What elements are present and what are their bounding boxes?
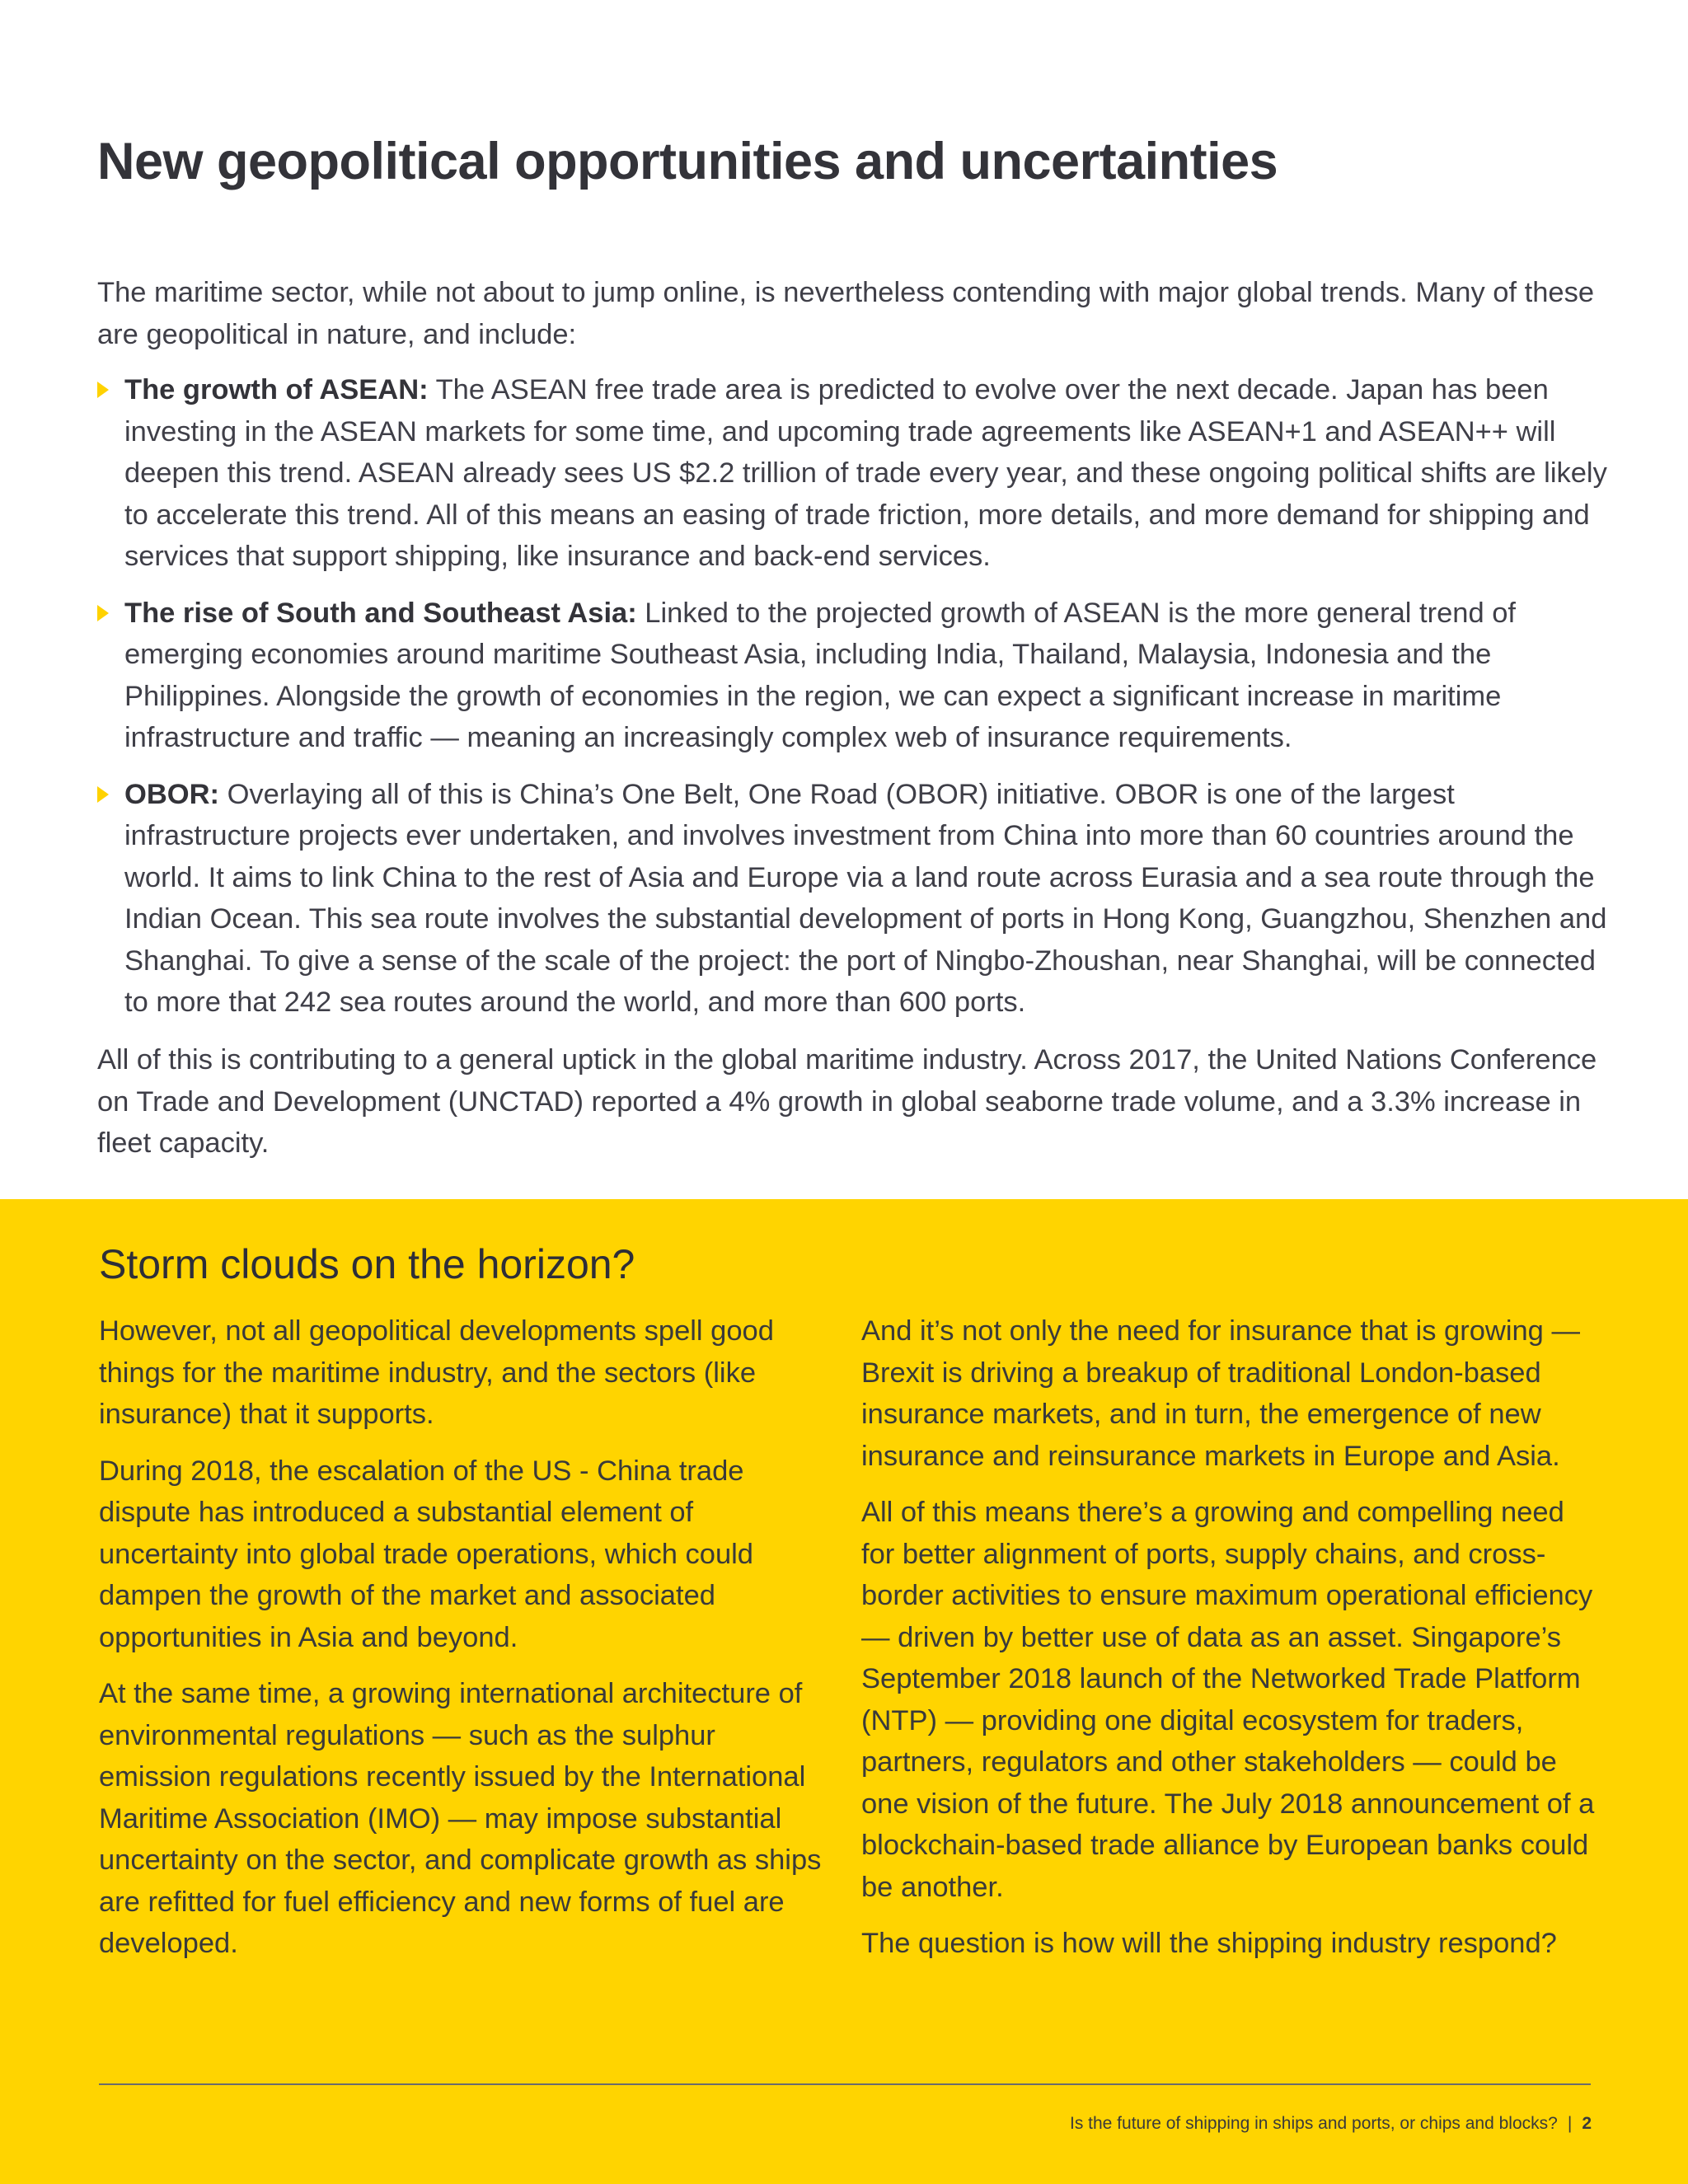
paragraph: All of this means there’s a growing and compelling need for better alignment of ports, supply chains, and cross-border activities to ensure maximum operational efficiency — driven by better use of data as an asset. Singapore’s September 2018 launch of the Networked Trade Platform (NTP) — providing one digital ecosystem for traders, partners, regulators and other stakeholders — could be one vision of the future. The July 2018 announcement of a blockchain-based trade alliance by European banks could be another. [861, 1497, 1595, 1903]
closing-paragraph: All of this is contributing to a general uptick in the global maritime industry. Across 2017, the United Nations Conference on Trade and Development (UNCTAD) reported a 4% growth in global seaborne trade volume, and a 3.3% increase in fleet capacity. [97, 1044, 1597, 1159]
page-footer [1070, 2114, 1592, 2134]
paragraph: At the same time, a growing international architecture of environmental regulations — such as the sulphur emission regulations recently issued by the International Maritime Association (IMO) — may impose substantial uncertainty on the sector, and complicate growth as ships are refitted for fuel efficiency and new forms of fuel are developed. [99, 1678, 822, 1959]
list-item-label: The rise of South and Southeast Asia: [124, 597, 637, 629]
trend-list [97, 369, 1614, 1038]
list-item-label: OBOR: [124, 778, 219, 810]
storm-section [0, 1199, 1688, 2184]
list-item-south-asia [97, 593, 1614, 759]
list-item-obor [97, 774, 1614, 1024]
page-number: 2 [1582, 2114, 1592, 2133]
section-title: Storm clouds on the horizon? [99, 1241, 635, 1287]
right-column [861, 1310, 1599, 1980]
intro-paragraph: The maritime sector, while not about to jump online, is nevertheless contending with major global trends. Many of these are geopolitical in nature, and include: [97, 277, 1595, 350]
footer-divider [99, 2083, 1591, 2085]
triangle-bullet-icon [97, 605, 109, 621]
footer-text: Is the future of shipping in ships and ports, or chips and blocks? [1069, 2114, 1558, 2133]
list-item-label: The growth of ASEAN: [124, 374, 429, 405]
triangle-bullet-icon [97, 382, 109, 398]
left-column [99, 1310, 824, 1980]
footer-separator: | [1567, 2114, 1573, 2133]
list-item-text: The ASEAN free trade area is predicted to evolve over the next decade. Japan has been investing in the ASEAN markets for some time, and upcoming trade agreements like ASEAN+1 and ASEAN++ will deepen this trend. ASEAN already sees US $2.2 trillion of trade every year, and these ongoing political shifts are likely to accelerate this trend. All of this means an easing of trade friction, more details, and more demand for shipping and services that support shipping, like insurance and back-end services. [124, 374, 1607, 572]
list-item-text: Linked to the projected growth of ASEAN is the more general trend of emerging economies around maritime Southeast Asia, including India, Thailand, Malaysia, Indonesia and the Philippines. Alongside the growth of economies in the region, we can expect a significant increase in maritime infrastructure and traffic — meaning an increasingly complex web of insurance requirements. [124, 597, 1517, 753]
list-item-text: Overlaying all of this is China’s One Belt, One Road (OBOR) initiative. OBOR is one of the largest infrastructure projects ever undertaken, and involves investment from China into more than 60 countries around the world. It aims to link China to the rest of Asia and Europe via a land route across Eurasia and a sea route through the Indian Ocean. This sea route involves the substantial development of ports in Hong Kong, Guangzhou, Shenzhen and Shanghai. To give a sense of the scale of the project: the port of Ningbo-Zhoushan, near Shanghai, will be connected to more that 242 sea routes around the world, and more than 600 ports. [124, 778, 1607, 1018]
list-item-asean [97, 369, 1614, 578]
paragraph: However, not all geopolitical developments spell good things for the maritime industry, and the sectors (like insurance) that it supports. [99, 1315, 774, 1430]
paragraph: The question is how will the shipping industry respond? [861, 1928, 1557, 1959]
triangle-bullet-icon [97, 786, 109, 803]
page-title: New geopolitical opportunities and uncertainties [97, 133, 1278, 190]
paragraph: During 2018, the escalation of the US - China trade dispute has introduced a substantial element of uncertainty into global trade operations, which could dampen the growth of the market and associated opportunities in Asia and beyond. [99, 1455, 753, 1653]
paragraph: And it’s not only the need for insurance that is growing — Brexit is driving a breakup of traditional London-based insurance markets, and in turn, the emergence of new insurance and reinsurance markets in Europe and Asia. [861, 1315, 1580, 1472]
